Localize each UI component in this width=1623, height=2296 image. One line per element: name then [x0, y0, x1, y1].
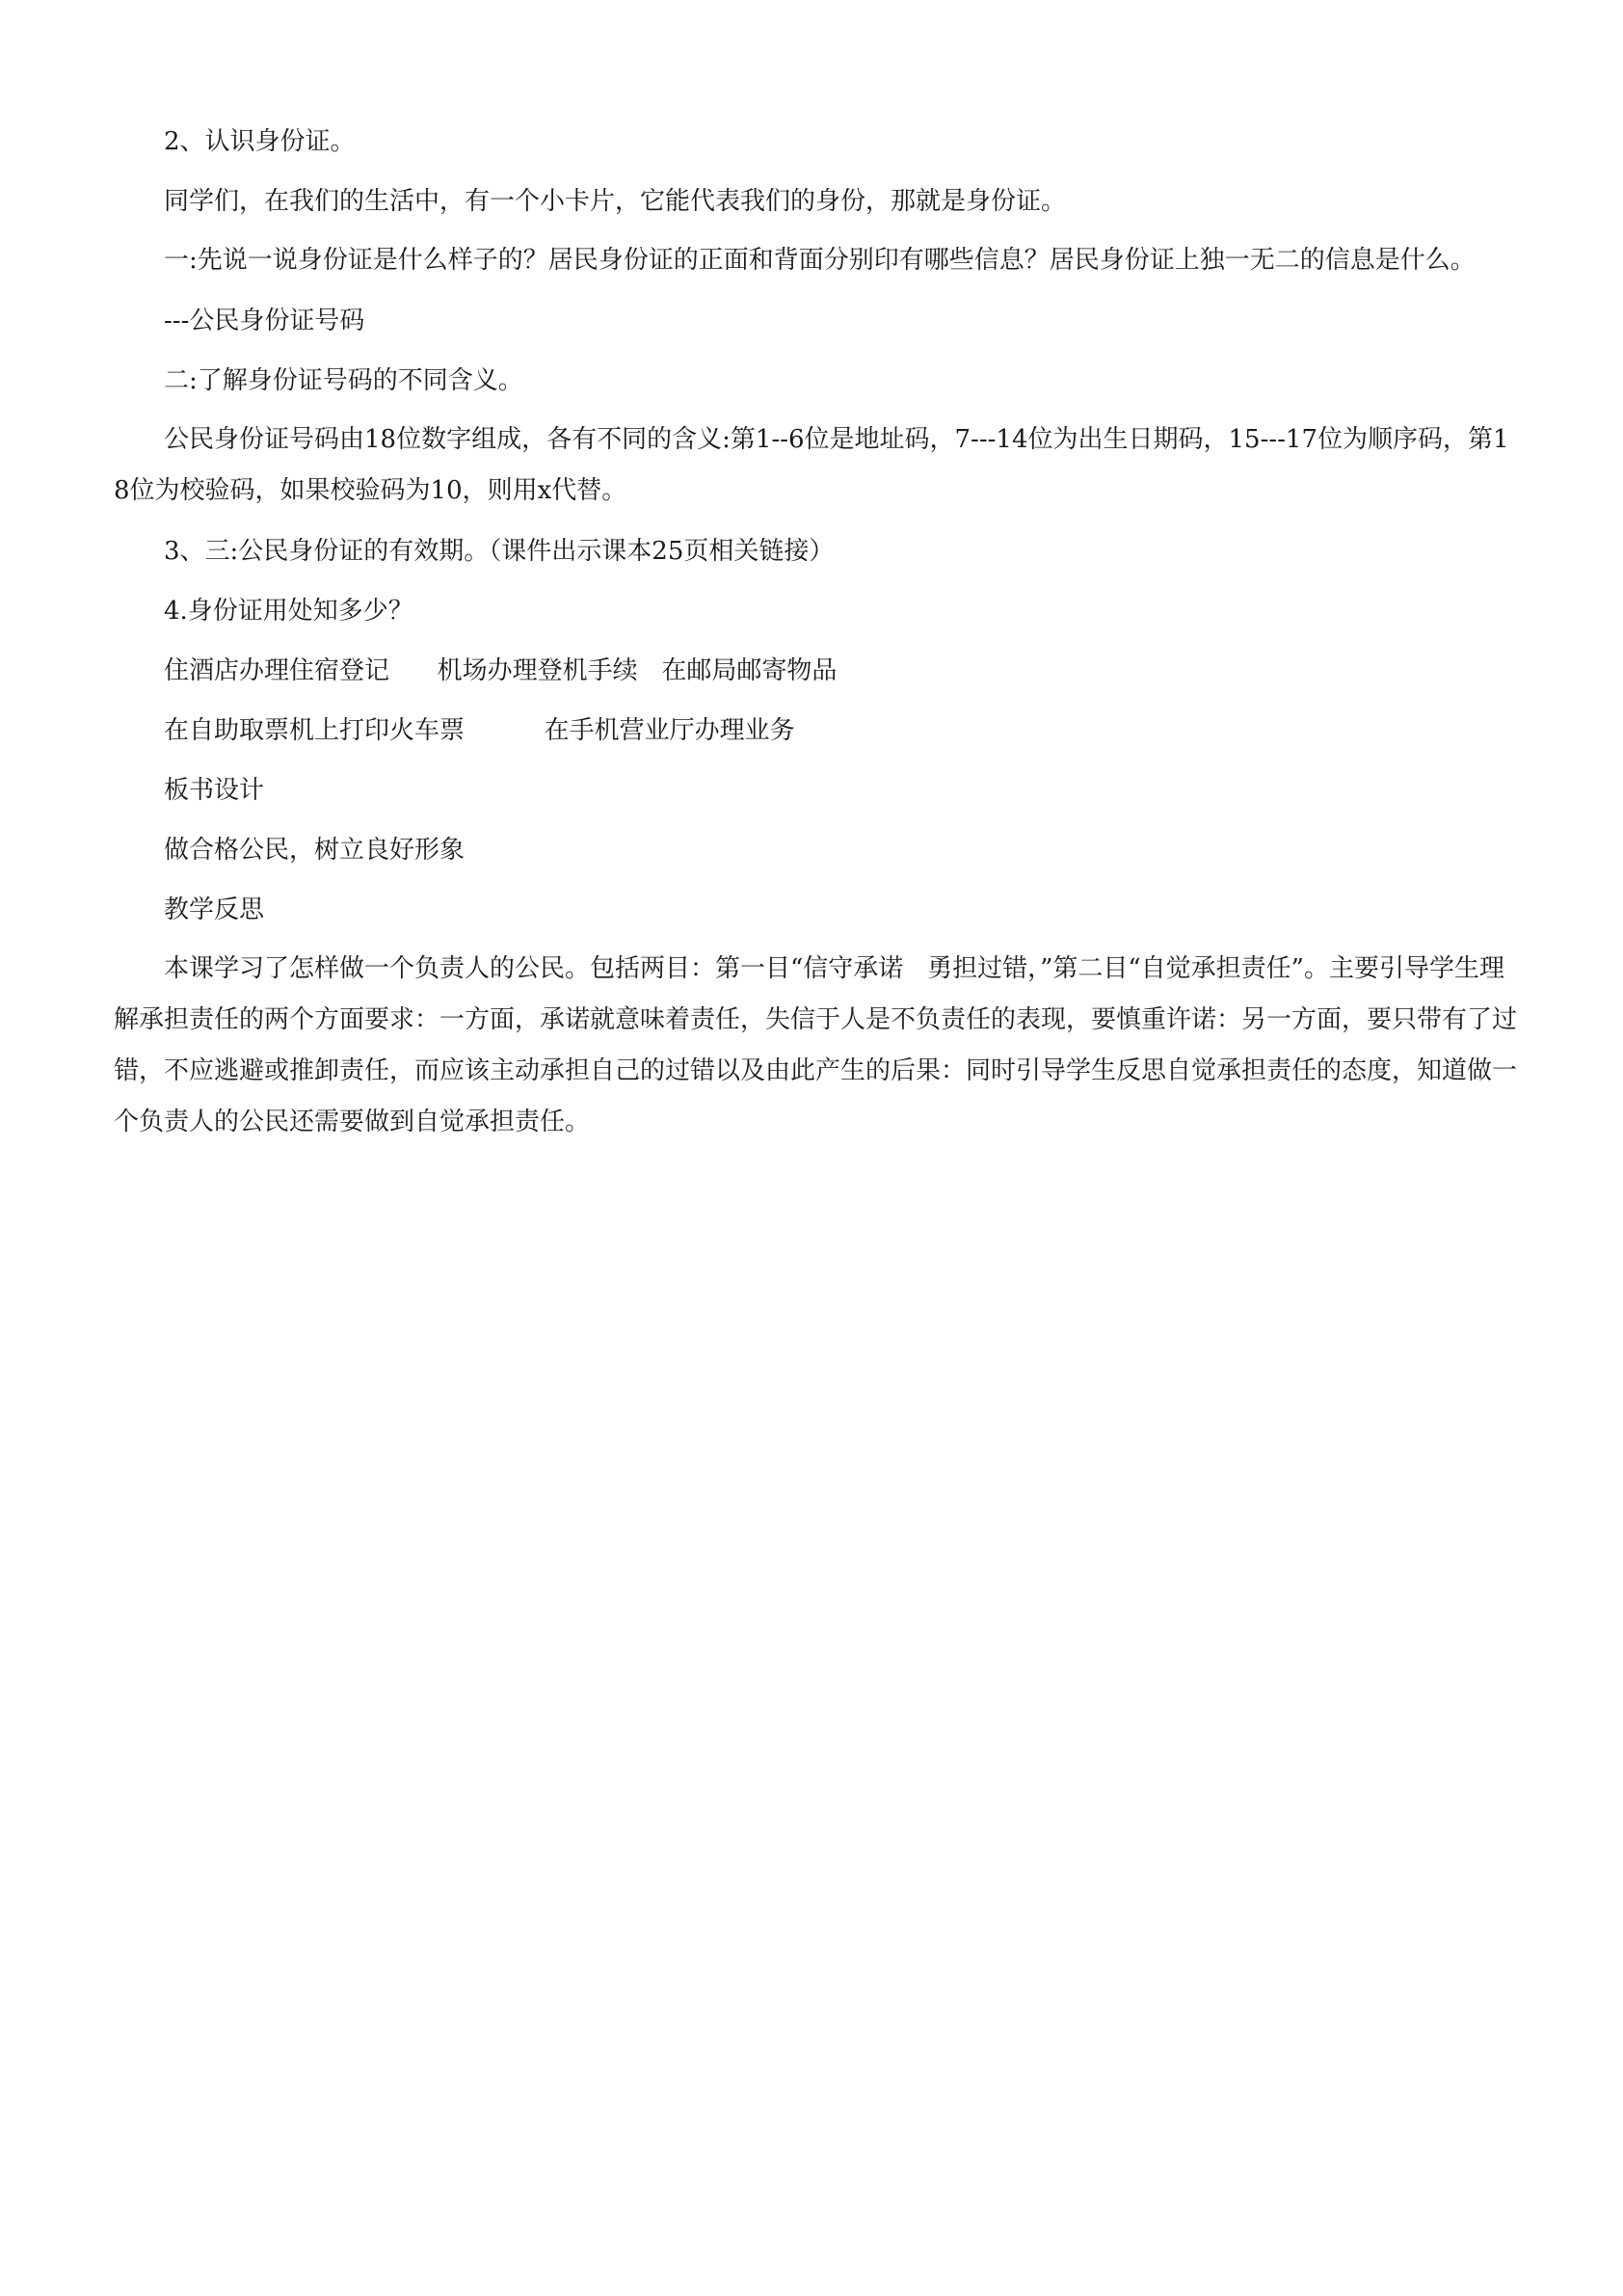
heading-teaching-reflection: 教学反思 [164, 895, 265, 924]
paragraph-validity: 3、三:公民身份证的有效期。（课件出示课本25页相关链接） [164, 537, 835, 566]
paragraph-intro: 同学们，在我们的生活中，有一个小卡片，它能代表我们的身份，那就是身份证。 [164, 187, 1067, 216]
paragraph-question-two: 二:了解身份证号码的不同含义。 [164, 366, 523, 395]
paragraph-uses-row-two: 在自助取票机上打印火车票 在手机营业厅办理业务 [164, 716, 795, 745]
paragraph-answer-id-number: ---公民身份证号码 [164, 307, 365, 335]
heading-id-uses: 4.身份证用处知多少？ [164, 597, 413, 626]
paragraph-reflection: 本课学习了怎样做一个负责人的公民。包括两目：第一目“信守承诺 勇担过错，”第二目“自觉承担责任”。主要引导学生理解承担责任的两个方面要求：一方面，承诺就意味着责任，失信于人是不负责任的表现，要慎重许诺：另一方面，要只带有了过错，不应逃避或推卸责任，而应该主动承担自己的过错以及由此产生的后果：同时引导学生反思自觉承担责任的态度，知道做一个负责人的公民还需要做到自觉承担责任。 [114, 954, 1518, 1136]
paragraph-question-one: 一:先说一说身份证是什么样子的？居民身份证的正面和背面分别印有哪些信息？居民身份证上独一无二的信息是什么。 [164, 246, 1476, 275]
heading-board-design: 板书设计 [164, 776, 265, 805]
paragraph-board-content: 做合格公民，树立良好形象 [164, 836, 466, 865]
heading-recognize-id: 2、认识身份证。 [164, 127, 356, 156]
paragraph-id-number-meaning: 公民身份证号码由18位数字组成，各有不同的含义:第1--6位是地址码，7---14位为出生日期码，15---17位为顺序码，第18位为校验码，如果校验码为10，则用x代替。 [114, 425, 1509, 505]
paragraph-uses-row-one: 住酒店办理住宿登记 机场办理登机手续 在邮局邮寄物品 [164, 656, 838, 685]
document-body [114, 112, 1521, 1153]
